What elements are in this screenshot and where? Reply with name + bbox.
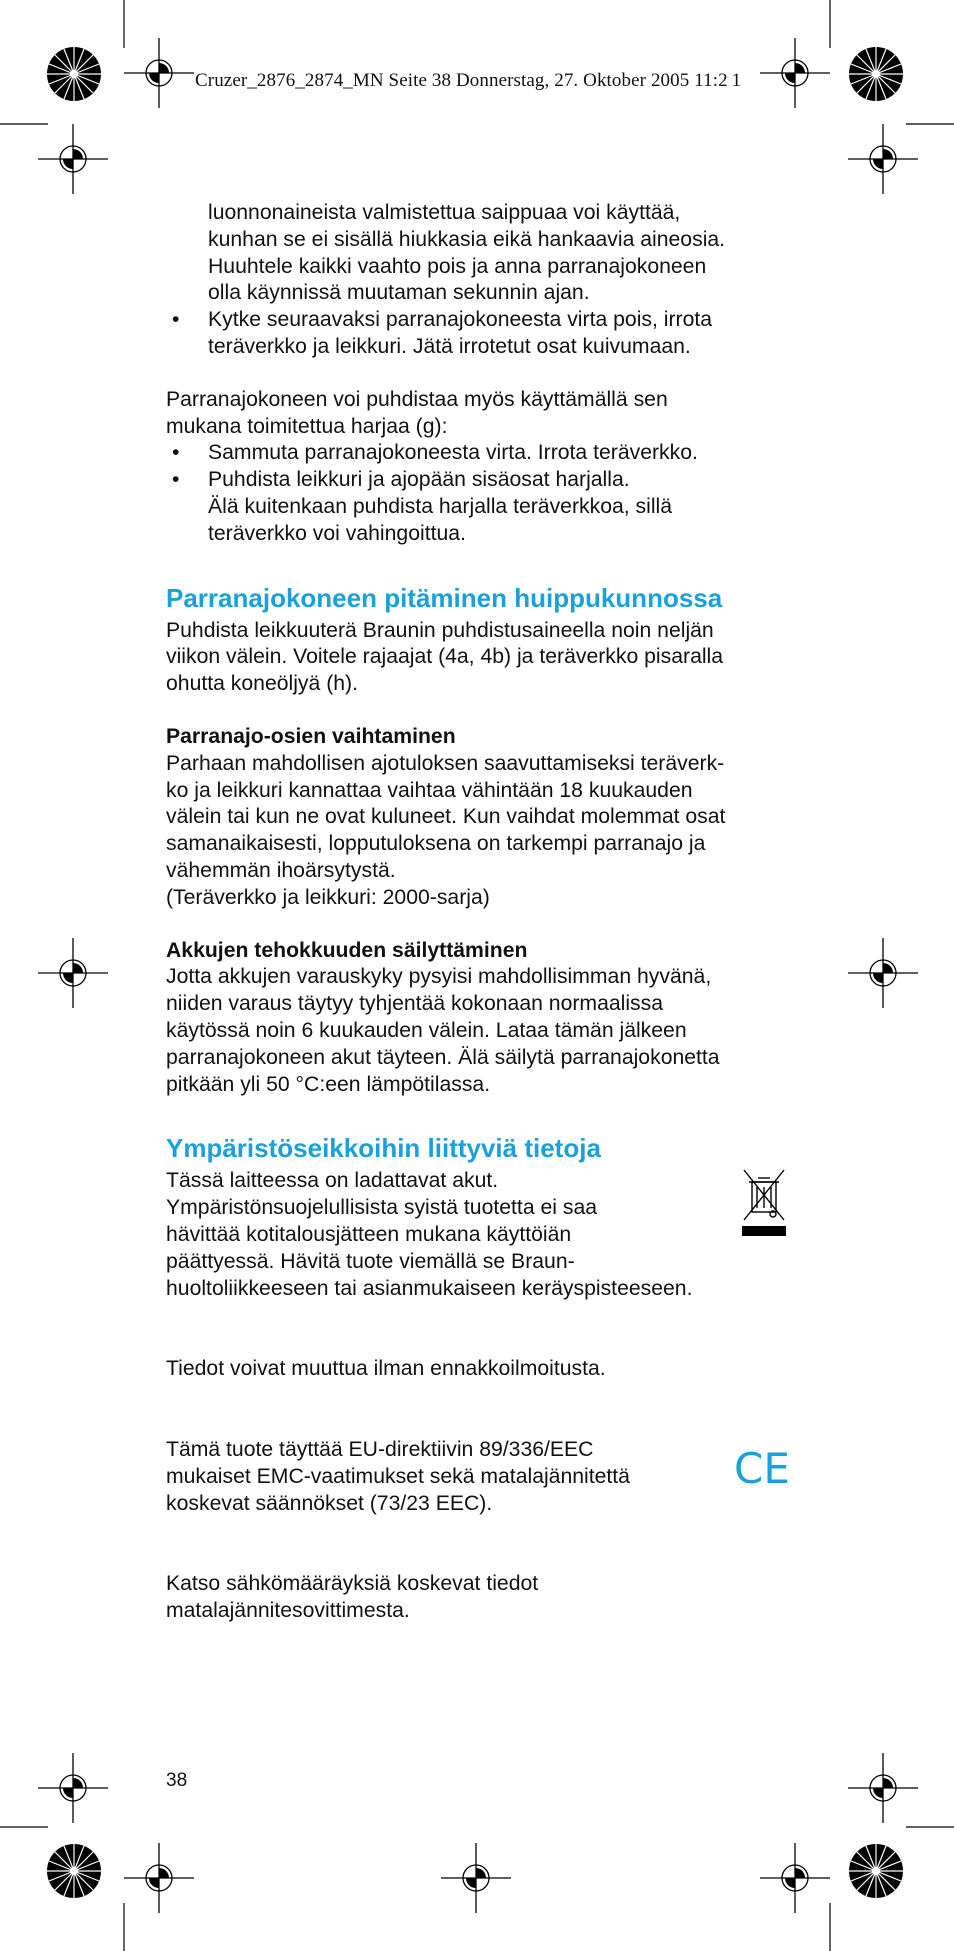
- registration-mark-top-right: [760, 38, 830, 108]
- paragraph-brush-cleaning: [166, 387, 806, 441]
- text-line: Kytke seuraavaksi parranajokoneesta virta pois, irrota: [208, 308, 713, 332]
- bullet-switch-off-dry: [166, 307, 806, 361]
- bullet-symbol: •: [172, 441, 180, 465]
- registration-mark-left-bottom: [38, 1753, 108, 1823]
- registration-mark-bottom-left: [124, 1843, 194, 1913]
- paragraph-cleaning-lubrication: [166, 618, 806, 698]
- text-line: pitkään yli 50 °C:een lämpötilassa.: [166, 1072, 491, 1096]
- text-line: parranajokoneen akut täyteen. Älä säilytä parranajokonetta: [166, 1045, 720, 1069]
- registration-mark-bottom-center: [441, 1843, 511, 1913]
- text-line: välein tai kun ne ovat kuluneet. Kun vaihdat molemmat osat: [166, 805, 726, 829]
- radial-target-bottom-left: [46, 1843, 102, 1899]
- text-line: ohutta koneöljyä (h).: [166, 672, 358, 696]
- registration-mark-left-middle: [38, 938, 108, 1008]
- registration-mark-left-top: [38, 124, 108, 194]
- registration-mark-bottom-right: [760, 1843, 830, 1913]
- bullet-switch-off-remove-foil: [166, 440, 806, 467]
- text-line: Ympäristönsuojelullisista syistä tuotetta ei saa: [166, 1196, 598, 1220]
- text-line: käytössä noin 6 kuukauden välein. Lataa tämän jälkeen: [166, 1018, 687, 1042]
- registration-mark-right-bottom: [848, 1753, 918, 1823]
- section-heading-environment: Ympäristöseikkoihin liittyviä tietoja: [166, 1133, 601, 1164]
- text-line: Tämä tuote täyttää EU-direktiivin 89/336/EEC: [166, 1438, 594, 1462]
- paragraph-soap-rinse: [166, 200, 806, 307]
- text-line: koskevat säännökset (73/23 EEC).: [166, 1491, 493, 1515]
- text-line: päättyessä. Hävitä tuote viemällä se Braun-: [166, 1249, 575, 1273]
- text-line: Puhdista leikkuri ja ajopään sisäosat harjalla.: [208, 468, 630, 492]
- text-line: Katso sähkömääräyksiä koskevat tiedot: [166, 1572, 539, 1596]
- text-line: samanaikaisesti, lopputuloksena on tarkempi parranajo ja: [166, 832, 706, 856]
- crossed-out-wheelie-bin-icon: [738, 1168, 790, 1240]
- text-line: Huuhtele kaikki vaahto pois ja anna parranajokoneen: [208, 254, 707, 278]
- text-line: Älä kuitenkaan puhdista harjalla teräverkkoa, sillä: [208, 494, 673, 518]
- registration-mark-right-middle: [848, 938, 918, 1008]
- text-line: Parhaan mahdollisen ajotuloksen saavuttamiseksi teräverk-: [166, 751, 725, 775]
- paragraph-battery-care: [166, 964, 806, 1098]
- print-slug-overlap-char: 1: [731, 70, 742, 91]
- ce-mark-icon: [734, 1445, 790, 1489]
- section-heading-maintenance: Parranajokoneen pitäminen huippukunnossa: [166, 582, 723, 613]
- subheading-battery-care: Akkujen tehokkuuden säilyttäminen: [166, 938, 528, 962]
- text-line: Jotta akkujen varauskyky pysyisi mahdollisimman hyvänä,: [166, 965, 712, 989]
- registration-mark-top-left: [124, 38, 194, 108]
- text-line: teräverkko voi vahingoittua.: [208, 521, 466, 545]
- print-slug-text: Cruzer_2876_2874_MN Seite 38 Donnerstag, 27. Oktober 2005 11:2: [195, 70, 728, 91]
- subheading-parts-replacement: Parranajo-osien vaihtaminen: [166, 724, 456, 748]
- text-line: ko ja leikkuri kannattaa vaihtaa vähintään 18 kuukauden: [166, 778, 693, 802]
- text-line: kunhan se ei sisällä hiukkasia eikä hankaavia aineosia.: [208, 227, 726, 251]
- text-line: mukaiset EMC-vaatimukset sekä matalajännitettä: [166, 1464, 630, 1488]
- radial-target-bottom-right: [848, 1843, 904, 1899]
- text-line: luonnonaineista valmistettua saippuaa voi käyttää,: [208, 201, 681, 224]
- bullet-symbol: •: [172, 308, 180, 332]
- paragraph-electrical-info: [166, 1571, 806, 1625]
- text-line: mukana toimitettua harjaa (g):: [166, 414, 448, 438]
- page-content: [166, 200, 806, 1625]
- paragraph-parts-replacement: [166, 751, 806, 912]
- text-line: (Teräverkko ja leikkuri: 2000-sarja): [166, 885, 490, 909]
- text-line: huoltoliikkeeseen tai asianmukaiseen keräyspisteeseen.: [166, 1276, 693, 1300]
- paragraph-environment: [166, 1168, 806, 1302]
- text-line: teräverkko ja leikkuri. Jätä irrotetut osat kuivumaan.: [208, 334, 691, 358]
- radial-target-top-left: [46, 46, 102, 102]
- print-slug-header: [195, 70, 741, 92]
- text-line: hävittää kotitalousjätteen mukana käyttöiän: [166, 1222, 572, 1246]
- text-line: Tässä laitteessa on ladattavat akut.: [166, 1169, 499, 1193]
- text-line: matalajännitesovittimesta.: [166, 1599, 410, 1623]
- paragraph-eu-directive: [166, 1437, 806, 1517]
- text-line: Parranajokoneen voi puhdistaa myös käyttämällä sen: [166, 387, 668, 411]
- text-line: niiden varaus täytyy tyhjentää kokonaan normaalissa: [166, 992, 664, 1016]
- text-line: vähemmän ihoärsytystä.: [166, 858, 396, 882]
- registration-mark-right-top: [848, 124, 918, 194]
- radial-target-top-right: [848, 46, 904, 102]
- text-line: olla käynnissä muutaman sekunnin ajan.: [208, 281, 590, 305]
- text-line: Sammuta parranajokoneesta virta. Irrota teräverkko.: [208, 441, 698, 465]
- page-number: 38: [166, 1770, 188, 1791]
- bullet-brush-cutter: [166, 467, 806, 547]
- text-line: Puhdista leikkuuterä Braunin puhdistusaineella noin neljän: [166, 618, 714, 642]
- text-line: viikon välein. Voitele rajaajat (4a, 4b) ja teräverkko pisaralla: [166, 645, 724, 669]
- paragraph-subject-to-change: Tiedot voivat muuttua ilman ennakkoilmoitusta.: [166, 1357, 606, 1381]
- bullet-symbol: •: [172, 468, 180, 492]
- ce-mark-text: CE: [734, 1445, 790, 1490]
